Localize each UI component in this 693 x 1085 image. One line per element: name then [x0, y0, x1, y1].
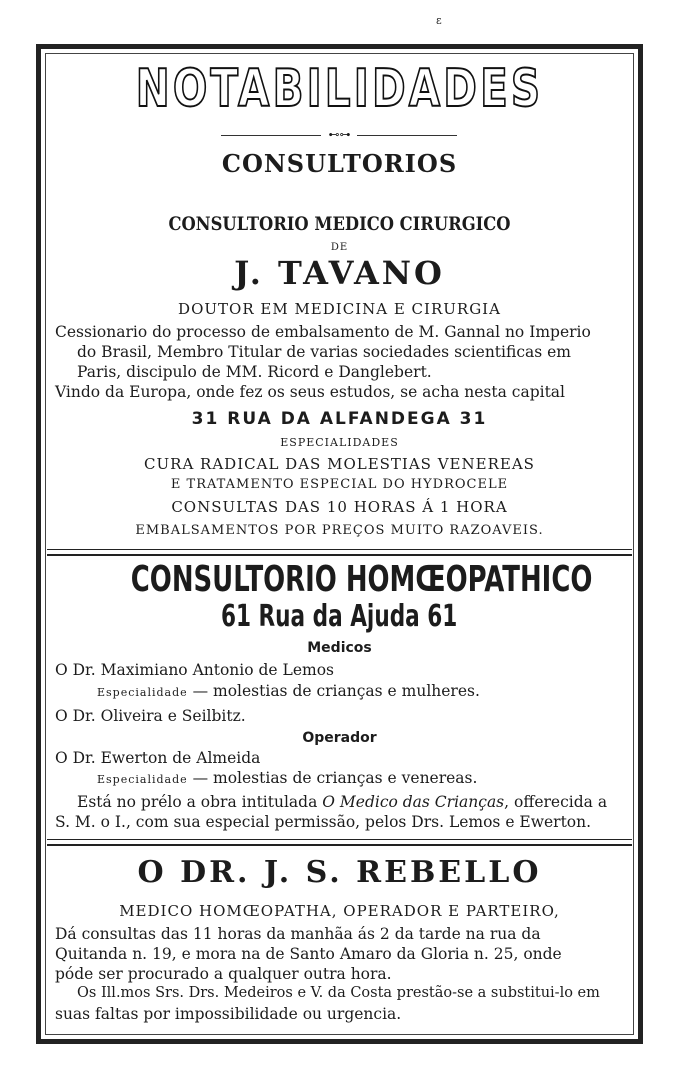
homeo-address: 61 Rua da Ajuda 61 — [221, 599, 458, 634]
homeo-heading: CONSULTORIO HOMŒOPATHICO — [130, 559, 593, 600]
rebello-line-4: Os Ill.mos Srs. Drs. Medeiros e V. da Costa prestão-se a substitui-lo em — [77, 985, 600, 1001]
rebello-title: MEDICO HOMŒOPATHA, OPERADOR E PARTEIRO, — [119, 902, 560, 920]
rebello-line-1: Dá consultas das 11 horas da manhãa ás 2 da tarde na rua da — [55, 925, 541, 943]
doctor-seilbitz: O Dr. Oliveira e Seilbitz. — [55, 707, 246, 725]
rebello-name: O DR. J. S. REBELLO — [137, 855, 542, 890]
ornament-icon: ⊷⊶ — [328, 128, 351, 141]
doctor-ewerton: O Dr. Ewerton de Almeida — [55, 749, 261, 767]
book-title: O Medico das Crianças — [322, 793, 505, 811]
rebello-line-3: póde ser procurado a qualquer outra hora. — [55, 965, 392, 983]
section-heading: CONSULTORIOS — [221, 149, 458, 178]
doctor-lemos-specialty — [97, 682, 480, 700]
page-mark: ε — [436, 14, 442, 27]
homeo-heading-wrap — [41, 559, 638, 600]
especialidades-label: ESPECIALIDADES — [280, 436, 399, 449]
tavano-specialty-1: CURA RADICAL DAS MOLESTIAS VENEREAS — [144, 455, 535, 473]
book-text-a: Está no prélo a obra intitulada — [77, 793, 323, 811]
book-text-b: , offerecida a — [504, 793, 608, 811]
tavano-specialty-4: EMBALSAMENTOS POR PREÇOS MUITO RAZOAVEIS. — [135, 523, 544, 538]
tavano-specialty-2: E TRATAMENTO ESPECIAL DO HYDROCELE — [170, 477, 509, 492]
tavano-specialty-3: CONSULTAS DAS 10 HORAS Á 1 HORA — [171, 498, 508, 516]
homeo-address-wrap — [41, 599, 638, 634]
page-title: NOTABILIDADES — [135, 59, 544, 119]
tavano-name: J. TAVANO — [234, 254, 445, 292]
doctor-lemos-specialty-text: — molestias de crianças e mulheres. — [192, 682, 480, 700]
advertisement-frame — [36, 44, 643, 1044]
tavano-title: DOUTOR EM MEDICINA E CIRURGIA — [178, 300, 501, 318]
tavano-line-4: Vindo da Europa, onde fez os seus estudos, se acha nesta capital — [55, 383, 565, 401]
doctor-ewerton-specialty-text: — molestias de crianças e venereas. — [192, 769, 478, 787]
ornament-divider — [41, 129, 638, 141]
medicos-label: Medicos — [307, 640, 372, 656]
tavano-de: DE — [330, 242, 349, 253]
book-announcement-line-2: S. M. o I., com sua especial permissão, pelos Drs. Lemos e Ewerton. — [55, 813, 592, 831]
book-announcement-line-1 — [77, 793, 607, 811]
tavano-line-3: Paris, discipulo de MM. Ricord e Danglebert. — [77, 363, 432, 381]
tavano-address: 31 RUA DA ALFANDEGA 31 — [191, 409, 488, 429]
operador-label: Operador — [302, 730, 377, 746]
especialidade-label-2: Especialidade — [97, 773, 188, 786]
especialidade-label: Especialidade — [97, 686, 188, 699]
doctor-ewerton-specialty — [97, 769, 477, 787]
section-divider — [47, 549, 632, 556]
tavano-heading: CONSULTORIO MEDICO CIRURGICO — [168, 213, 511, 235]
section-divider-2 — [47, 839, 632, 846]
tavano-line-1: Cessionario do processo de embalsamento de M. Gannal no Imperio — [55, 323, 591, 341]
rebello-line-5: suas faltas por impossibilidade ou urgencia. — [55, 1005, 402, 1023]
doctor-lemos: O Dr. Maximiano Antonio de Lemos — [55, 661, 334, 679]
rebello-line-2: Quitanda n. 19, e mora na de Santo Amaro da Gloria n. 25, onde — [55, 945, 562, 963]
tavano-line-2: do Brasil, Membro Titular de varias sociedades scientificas em — [77, 343, 572, 361]
